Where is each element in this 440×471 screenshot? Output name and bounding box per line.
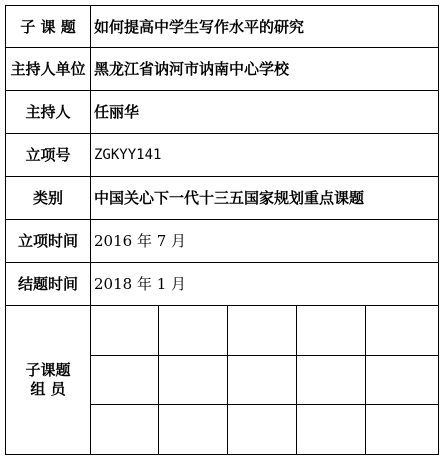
row-subject <box>6 6 439 48</box>
member-cell <box>159 356 228 405</box>
member-cell <box>91 306 159 356</box>
host-value: 任丽华 <box>91 91 439 134</box>
project-number-label: 立项号 <box>6 134 91 177</box>
project-number-value: ZGKYY141 <box>91 134 439 177</box>
host-label: 主持人 <box>6 91 91 134</box>
member-cell <box>366 356 439 405</box>
member-cell <box>297 306 366 356</box>
subject-label: 子 课 题 <box>6 6 91 48</box>
category-label: 类别 <box>6 177 91 220</box>
member-cell <box>228 356 297 405</box>
members-label-line2: 组 员 <box>30 380 66 398</box>
category-value: 中国关心下一代十三五国家规划重点课题 <box>91 177 439 220</box>
row-category <box>6 177 439 220</box>
row-approval-date <box>6 220 439 263</box>
member-cell <box>159 405 228 455</box>
member-cell <box>159 306 228 356</box>
member-cell <box>297 405 366 455</box>
member-cell <box>366 306 439 356</box>
project-info-table <box>5 5 439 455</box>
member-cell <box>297 356 366 405</box>
row-project-number <box>6 134 439 177</box>
subject-value: 如何提高中学生写作水平的研究 <box>91 6 439 48</box>
member-row-1 <box>6 306 439 356</box>
row-host <box>6 91 439 134</box>
member-cell <box>228 306 297 356</box>
approval-date-label: 立项时间 <box>6 220 91 263</box>
row-host-unit <box>6 48 439 91</box>
host-unit-value: 黑龙江省讷河市讷南中心学校 <box>91 48 439 91</box>
host-unit-label: 主持人单位 <box>6 48 91 91</box>
members-label-cell <box>6 306 91 455</box>
member-cell <box>91 405 159 455</box>
members-label-line1: 子课题 <box>25 360 71 379</box>
completion-date-value: 2018 年 1 月 <box>91 263 439 306</box>
approval-date-value: 2016 年 7 月 <box>91 220 439 263</box>
member-cell <box>366 405 439 455</box>
member-cell <box>228 405 297 455</box>
member-cell <box>91 356 159 405</box>
completion-date-label: 结题时间 <box>6 263 91 306</box>
row-completion-date <box>6 263 439 306</box>
